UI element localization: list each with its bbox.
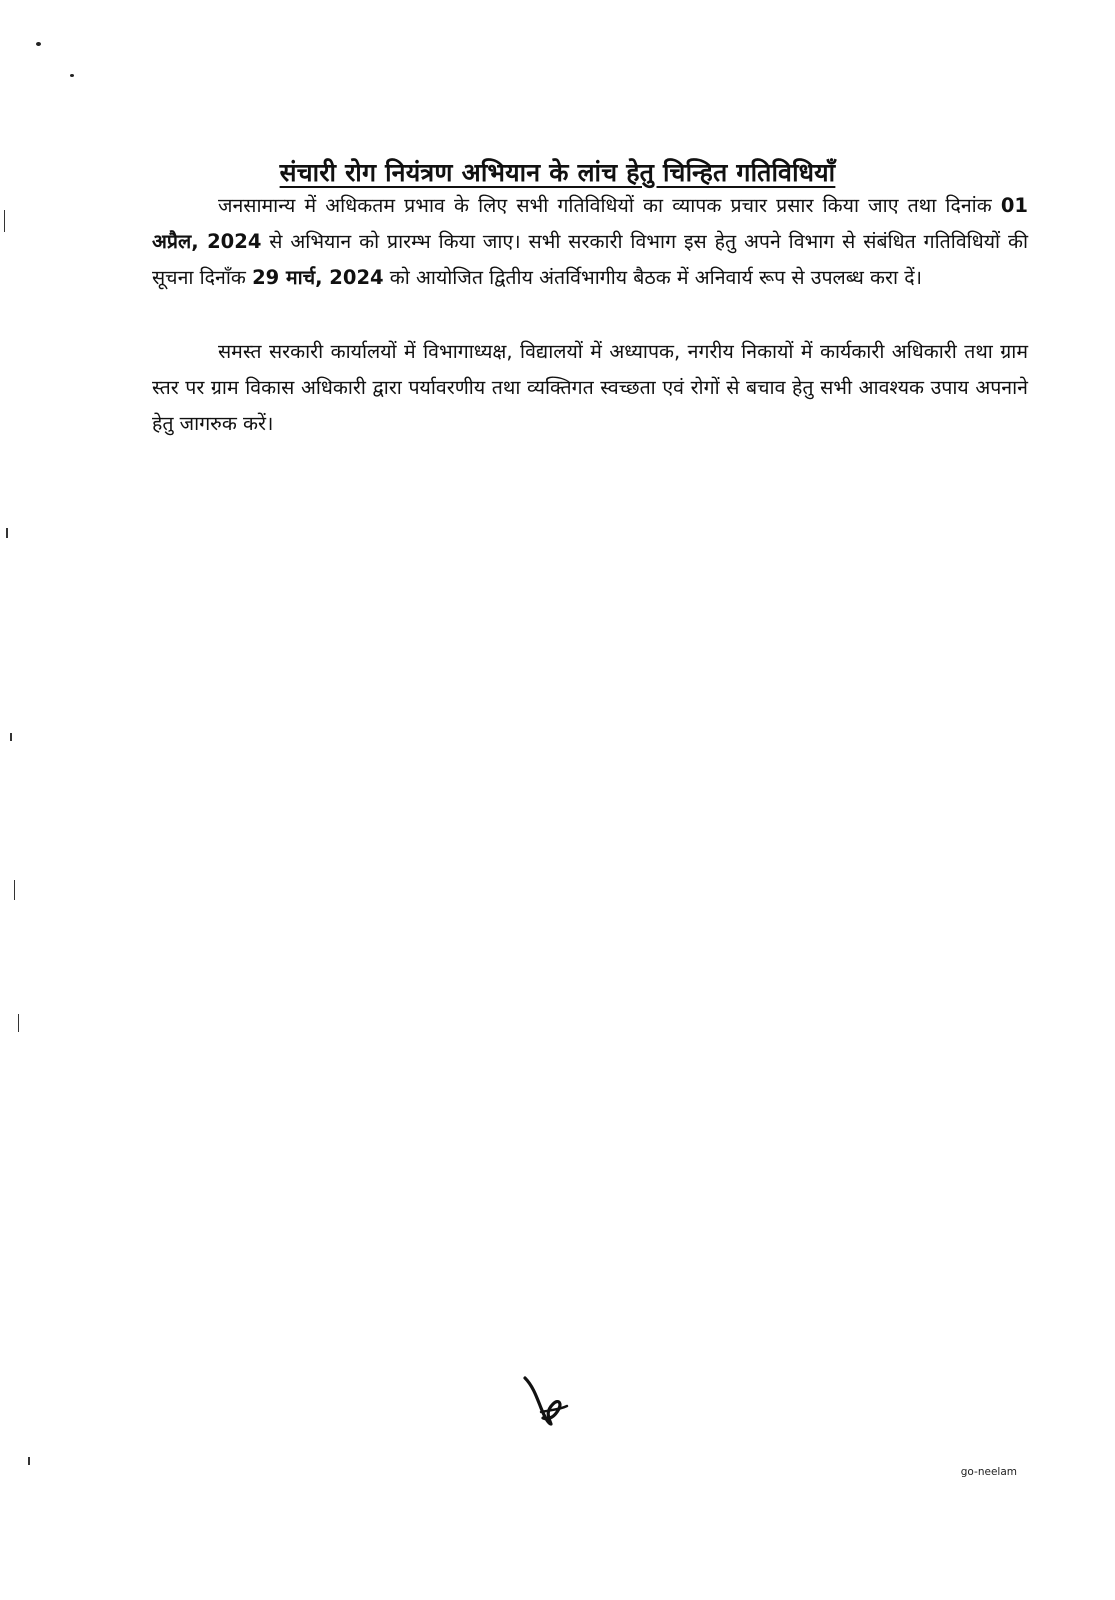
scan-edge-mark [28, 1457, 30, 1465]
footer-tag: go-neelam [960, 1466, 1017, 1478]
paragraph-1 [152, 188, 1028, 296]
scan-speck [36, 42, 41, 46]
scan-edge-mark [4, 210, 5, 232]
scan-edge-mark [14, 880, 15, 900]
launch-date: 01 अप्रैल, 2024 [152, 194, 1028, 253]
paragraph-2: समस्त सरकारी कार्यालयों में विभागाध्यक्ष, विद्यालयों में अध्यापक, नगरीय निकायों में कार्यकारी अधिकारी तथा ग्राम स्तर पर ग्राम विकास अधिकारी द्वारा पर्यावरणीय तथा व्यक्तिगत स्वच्छता एवं रोगों से बचाव हेतु सभी आवश्यक उपाय अपनाने हेतु जागरुक करें। [152, 340, 1028, 435]
paragraph-1-text: जनसामान्य में अधिकतम प्रभाव के लिए सभी गतिविधियों का व्यापक प्रचार प्रसार किया जाए तथा दिनांक [218, 194, 1001, 217]
paragraph-1-text: से अभियान को प्रारम्भ किया जाए। सभी सरकारी विभाग इस हेतु अपने विभाग से संबंधित गतिविधियों की सूचना दिनाँक [152, 230, 1028, 289]
scan-edge-mark [18, 1014, 19, 1032]
meeting-date: 29 मार्च, 2024 [252, 266, 384, 289]
scan-edge-mark [6, 528, 8, 538]
scan-edge-mark [10, 733, 12, 741]
paragraph-1-text: को आयोजित द्वितीय अंतर्विभागीय बैठक में अनिवार्य रूप से उपलब्ध करा दें। [383, 266, 922, 289]
document-title: संचारी रोग नियंत्रण अभियान के लांच हेतु चिन्हित गतिविधियाँ [279, 157, 836, 187]
signature-mark [515, 1372, 575, 1432]
scan-speck [70, 74, 74, 77]
